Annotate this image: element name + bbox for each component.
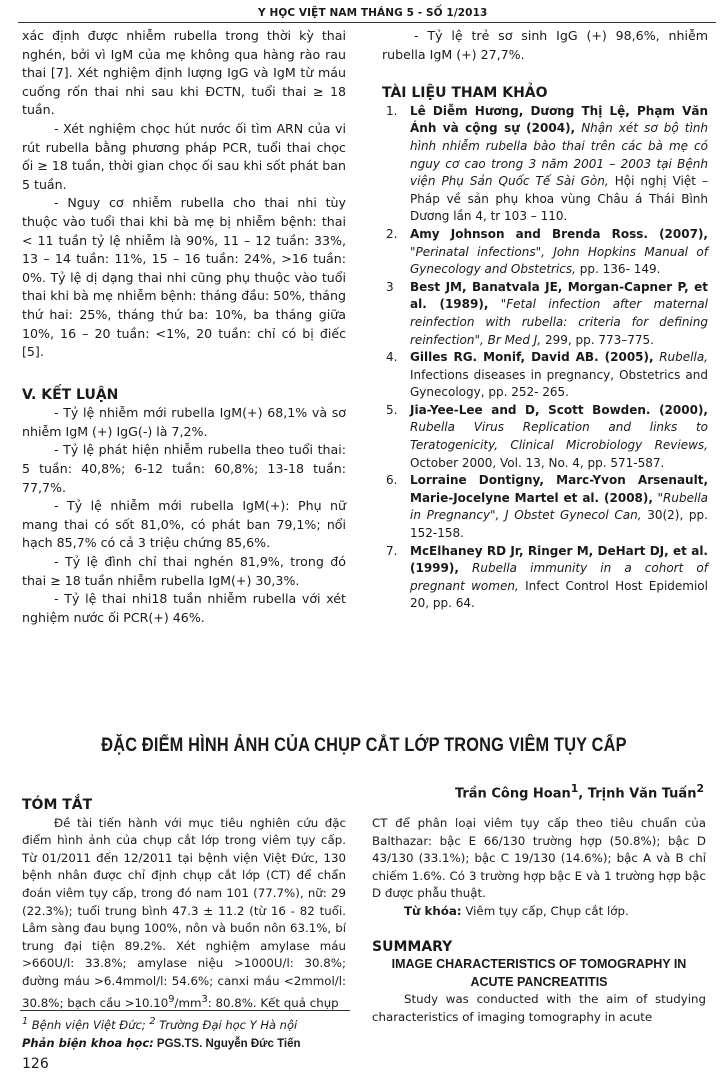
footnote-rule — [20, 1010, 350, 1011]
reference-number: 2. — [386, 226, 398, 241]
reference-source: Infections diseases in pregnancy, Obstetrics and Gynecology, pp. 252- 265. — [410, 367, 708, 400]
reference-number: 3 — [386, 279, 394, 294]
reference-title: Rubella, — [659, 350, 708, 365]
abstract-left — [22, 797, 346, 1012]
affiliations — [22, 1013, 301, 1034]
summary-paragraph: Study was conducted with the aim of studying characteristics of imaging tomography in acute — [372, 992, 706, 1024]
affiliation: Trường Đại học Y Hà nội — [155, 1017, 298, 1032]
reference-item — [382, 279, 708, 349]
abstract-text: /mm — [174, 995, 202, 1010]
reference-item — [382, 349, 708, 402]
reference-authors: Best JM, Banatvala JE, Morgan-Capner P, et al. (1989), — [410, 279, 708, 312]
header-rule — [18, 22, 716, 23]
reference-title: "Fetal infection after maternal reinfection with rubella: criteria for defining reinfection", Br Med J, — [410, 297, 708, 347]
reviewer-line — [22, 1034, 301, 1053]
reference-item — [382, 402, 708, 472]
abstract-paragraph: CT để phân loại viêm tụy cấp theo tiêu chuẩn của Balthazar: bậc E 66/130 trường hợp (50.8%); bậc D 43/130 (33.1%); bậc C 19/130 (14.6%); bậc A và B chỉ chiếm 1.6%. Có 3 trường hợp bậc E và 1 trường hợp bậc D được phẫu thuật. — [372, 816, 706, 901]
summary-heading: SUMMARY — [372, 938, 453, 955]
author-affiliation-mark: 1 — [570, 782, 579, 795]
author-affiliation-mark: 2 — [696, 782, 704, 795]
reference-authors: Jia-Yee-Lee and D, Scott Bowden. (2000), — [410, 402, 708, 417]
reference-title: "Perinatal infections", John Hopkins Manual of Gynecology and Obstetrics, — [410, 244, 708, 277]
superscript: 9 — [168, 993, 175, 1005]
reference-item — [382, 472, 708, 542]
left-column-top — [22, 27, 346, 627]
running-header — [0, 6, 728, 24]
superscript: 3 — [201, 993, 208, 1005]
keywords: Viêm tụy cấp, Chụp cắt lớp. — [461, 903, 629, 918]
reference-list — [382, 103, 708, 613]
paragraph: - Nguy cơ nhiễm rubella cho thai nhi tùy thuộc vào tuổi thai khi bà mẹ bị nhiễm bệnh: thai < 11 tuần tỷ lệ nhiễm là 90%, 11 – 12 tuần: 33%, 13 – 14 tuần: 11%, 15 – 16 tuần: 24%, >16 tuần: 0%. Tỷ lệ dị dạng thai nhi cũng phụ thuộc vào tuổi thai khi bà mẹ nhiễm bệnh: tháng đầu: 50%, tháng thứ hai: 25%, tháng thứ ba: 10%, ba tháng giữa 10%, 16 – 20 tuần: <1%, 20 tuần: chỉ có bị điếc [5]. — [22, 195, 346, 360]
reference-title: "Rubella in Pregnancy", J Obstet Gynecol Can, — [410, 490, 708, 523]
reference-number: 7. — [386, 543, 398, 558]
affiliation-mark: 2 — [149, 1016, 156, 1027]
reference-source: 299, pp. 773–775. — [544, 332, 654, 347]
reference-title: Nhận xét sơ bộ tình hình nhiễm rubella bào thai trên các bà mẹ có nguy cơ cao trong 3 năm 2001 – 2003 tại Bệnh viện Phụ Sản Quốc Tế Sài Gòn, — [410, 121, 709, 189]
abstract-text: : 80.8%. Kết quả chụp — [207, 995, 339, 1010]
section-heading-references: TÀI LIỆU THAM KHẢO — [382, 85, 548, 102]
footnote — [22, 1013, 301, 1053]
reference-authors: Gilles RG. Monif, David AB. (2005), — [410, 350, 654, 365]
reference-number: 1. — [386, 103, 398, 118]
paragraph: - Xét nghiệm chọc hút nước ối tìm ARN của vi rút rubella bằng phương pháp PCR, tuổi thai chọc ối ≥ 18 tuần, thời gian chọc ối sau khi sốt phát ban 5 tuần. — [22, 120, 346, 192]
reference-authors: Lorraine Dontigny, Marc-Yvon Arsenault, Marie-Jocelyne Martel et al. (2008), — [410, 473, 708, 505]
reference-authors: McElhaney RD Jr, Ringer M, DeHart DJ, et al. (1999), — [410, 543, 708, 576]
article-title: ĐẶC ĐIỂM HÌNH ẢNH CỦA CHỤP CẮT LỚP TRONG VIÊM TỤY CẤP — [101, 735, 627, 756]
paragraph: xác định được nhiễm rubella trong thời kỳ thai nghén, bởi vì IgM của mẹ không qua hàng rào rau thai [7]. Xét nghiệm định lượng IgG và IgM từ máu cuống rốn thai nhi sau khi ĐCTN, tuổi thai ≥ 18 tuần. — [22, 28, 346, 118]
right-column-top — [382, 27, 708, 613]
reviewer-name: PGS.TS. Nguyễn Đức Tiến — [153, 1037, 301, 1050]
reference-source: Infect Control Host Epidemiol 20, pp. 64. — [410, 578, 708, 611]
summary-title: ACUTE PANCREATITIS — [470, 974, 608, 989]
reference-item — [382, 103, 708, 226]
conclusion-item: - Tỷ lệ nhiễm mới rubella IgM(+) 68,1% và sơ nhiễm IgM (+) IgG(-) là 7,2%. — [22, 405, 346, 439]
conclusion-item: - Tỷ lệ phát hiện nhiễm rubella theo tuổi thai: 5 tuần: 40,8%; 6-12 tuần: 60,8%; 13-18 tuần: 77,7%. — [22, 442, 346, 495]
conclusion-item: - Tỷ lệ trẻ sơ sinh IgG (+) 98,6%, nhiễm rubella IgM (+) 27,7%. — [382, 28, 708, 62]
reference-source: pp. 136- 149. — [579, 262, 661, 277]
page-number: 126 — [22, 1056, 49, 1072]
reference-authors: Amy Johnson and Brenda Ross. (2007), — [410, 226, 708, 241]
author-separator: , — [578, 786, 588, 802]
keywords-label: Từ khóa: — [404, 903, 462, 918]
reference-source: October 2000, Vol. 13, No. 4, pp. 571-587. — [410, 455, 665, 470]
author-name: Trịnh Văn Tuấn — [587, 786, 697, 802]
journal-header: Y HỌC VIỆT NAM THÁNG 5 - SỐ 1/2013 — [258, 7, 488, 19]
reference-title: Rubella Virus Replication and links to Teratogenicity, Clinical Microbiology Reviews, — [410, 420, 708, 453]
abstract-right — [372, 815, 706, 1027]
reference-source: Hội nghị Việt – Pháp về sản phụ khoa vùng Châu á Thái Bình Dương lần 4, tr 103 – 110. — [410, 174, 709, 224]
reference-source: 30(2), pp. 152-158. — [410, 508, 708, 541]
section-heading-conclusion: V. KẾT LUẬN — [22, 386, 119, 403]
reference-number: 5. — [386, 402, 398, 417]
reference-title: Rubella immunity in a cohort of pregnant women, — [410, 561, 708, 593]
reference-item — [382, 543, 708, 613]
affiliation: Bệnh viện Việt Đức; — [28, 1017, 150, 1032]
reference-number: 6. — [386, 473, 398, 488]
reference-number: 4. — [386, 350, 398, 365]
summary-title: IMAGE CHARACTERISTICS OF TOMOGRAPHY IN — [391, 957, 687, 972]
reference-authors: Lê Diễm Hương, Dương Thị Lệ, Phạm Văn Ánh và cộng sự (2004), — [410, 103, 708, 136]
reviewer-label: Phản biện khoa học: — [22, 1035, 154, 1050]
keywords-line — [372, 903, 706, 921]
author-name: Trần Công Hoan — [454, 786, 571, 802]
article-authors — [455, 782, 704, 801]
abstract-paragraph — [22, 815, 346, 1012]
reference-item — [382, 226, 708, 279]
conclusion-item: - Tỷ lệ nhiễm mới rubella IgM(+): Phụ nữ mang thai có sốt 81,0%, có phát ban 79,1%; nổi hạch 85,7% có cả 3 triệu chứng 85,6%. — [22, 498, 346, 551]
abstract-heading: TÓM TẮT — [22, 797, 93, 813]
conclusion-item: - Tỷ lệ đình chỉ thai nghén 81,9%, trong đó thai ≥ 18 tuần nhiễm rubella IgM(+) 30,3%. — [22, 554, 346, 588]
abstract-text: Đề tài tiến hành với mục tiêu nghiên cứu đặc điểm hình ảnh của chụp cắt lớp trong viêm tụy cấp. Từ 01/2011 đến 12/2011 tại bệnh viện Việt Đức, 130 bệnh nhân được chỉ định chụp cắt lớp (CT) để chẩn đoán viêm tụy cấp, trong đó nam 101 (77.7%), nữ: 29 (22.3%); tuổi trung bình 47.3 ± 11.2 (từ 16 - 82 tuổi. Lâm sàng đau bụng 100%, nôn và buồn nôn 63.1%, bí trung đại tiện 89.2%. Xét nghiệm amylase máu >660U/l: 33.8%; amylase niệu >1000U/l: 30.8%; đường máu >6.4mmol/l: 54.6%; canxi máu <2mmol/l: 30.8%; bạch cầu >10.10 — [22, 815, 346, 1010]
affiliation-mark: 1 — [22, 1016, 29, 1027]
conclusion-item: - Tỷ lệ thai nhi18 tuần nhiễm rubella với xét nghiệm nước ối PCR(+) 46%. — [22, 591, 346, 625]
